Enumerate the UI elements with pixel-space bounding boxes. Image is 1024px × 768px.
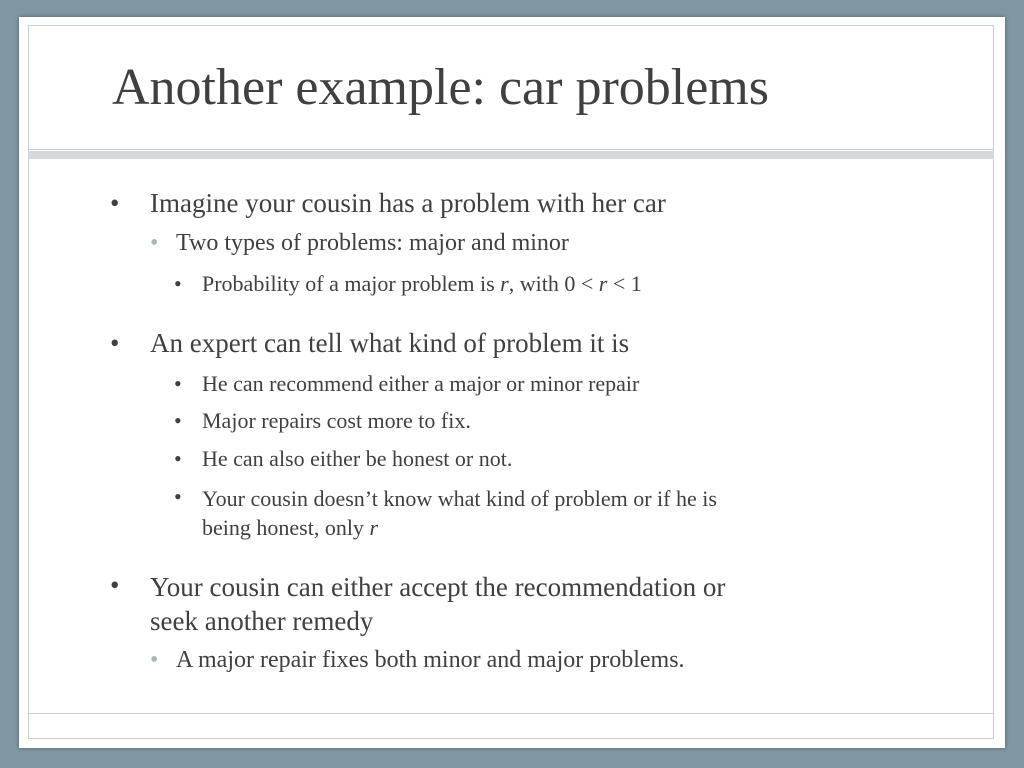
sub-sub-bullet-item <box>174 408 471 434</box>
slide-title: Another example: car problems <box>112 59 769 116</box>
sub-sub-bullet-text: Major repairs cost more to fix. <box>202 408 471 433</box>
variable-r: r <box>500 271 509 296</box>
sub-bullet-glyph: • <box>150 230 159 256</box>
sub-sub-bullet-glyph: • <box>174 371 182 396</box>
bullet-item <box>110 328 629 359</box>
variable-r: r <box>369 515 378 540</box>
text-line: Your cousin doesn’t know what kind of problem or if he is <box>202 486 717 511</box>
text-line: Your cousin can either accept the recommendation or <box>150 572 726 602</box>
bullet-glyph: • <box>110 188 120 218</box>
sub-sub-bullet-item <box>174 371 639 397</box>
bullet-glyph: • <box>110 328 120 358</box>
sub-bullet-item <box>150 230 569 257</box>
bullet-text <box>110 570 725 638</box>
sub-sub-bullet-text: He can recommend either a major or minor repair <box>202 371 640 396</box>
sub-sub-bullet-glyph: • <box>174 271 182 296</box>
text-fragment: , with 0 < <box>508 271 599 296</box>
slide-body <box>19 17 1005 748</box>
sub-bullet-item <box>150 647 685 674</box>
text-fragment: Probability of a major problem is <box>202 271 501 296</box>
bullet-glyph: • <box>110 570 120 600</box>
sub-sub-bullet-item <box>174 484 717 542</box>
sub-sub-bullet-item <box>174 446 512 472</box>
sub-sub-bullet-glyph: • <box>174 408 182 433</box>
text-fragment: being honest, only <box>202 515 370 540</box>
sub-sub-bullet-text <box>174 484 717 542</box>
variable-r: r <box>598 271 608 296</box>
text-line <box>202 513 717 542</box>
sub-sub-bullet-text <box>174 271 642 297</box>
sub-sub-bullet-glyph: • <box>174 446 182 471</box>
sub-sub-bullet-text: He can also either be honest or not. <box>202 446 513 471</box>
bullet-item <box>110 570 725 638</box>
bullet-text: Imagine your cousin has a problem with her car <box>150 188 666 218</box>
slide <box>19 17 1005 748</box>
sub-bullet-glyph: • <box>150 647 159 673</box>
text-fragment: < 1 <box>607 271 642 296</box>
text-line: seek another remedy <box>150 606 374 636</box>
sub-bullet-text: Two types of problems: major and minor <box>176 230 569 256</box>
bullet-item <box>110 188 666 219</box>
sub-sub-bullet-glyph: • <box>174 484 182 509</box>
sub-bullet-text: A major repair fixes both minor and major problems. <box>176 647 685 673</box>
sub-sub-bullet-item <box>174 271 642 297</box>
bullet-text: An expert can tell what kind of problem it is <box>150 328 630 358</box>
